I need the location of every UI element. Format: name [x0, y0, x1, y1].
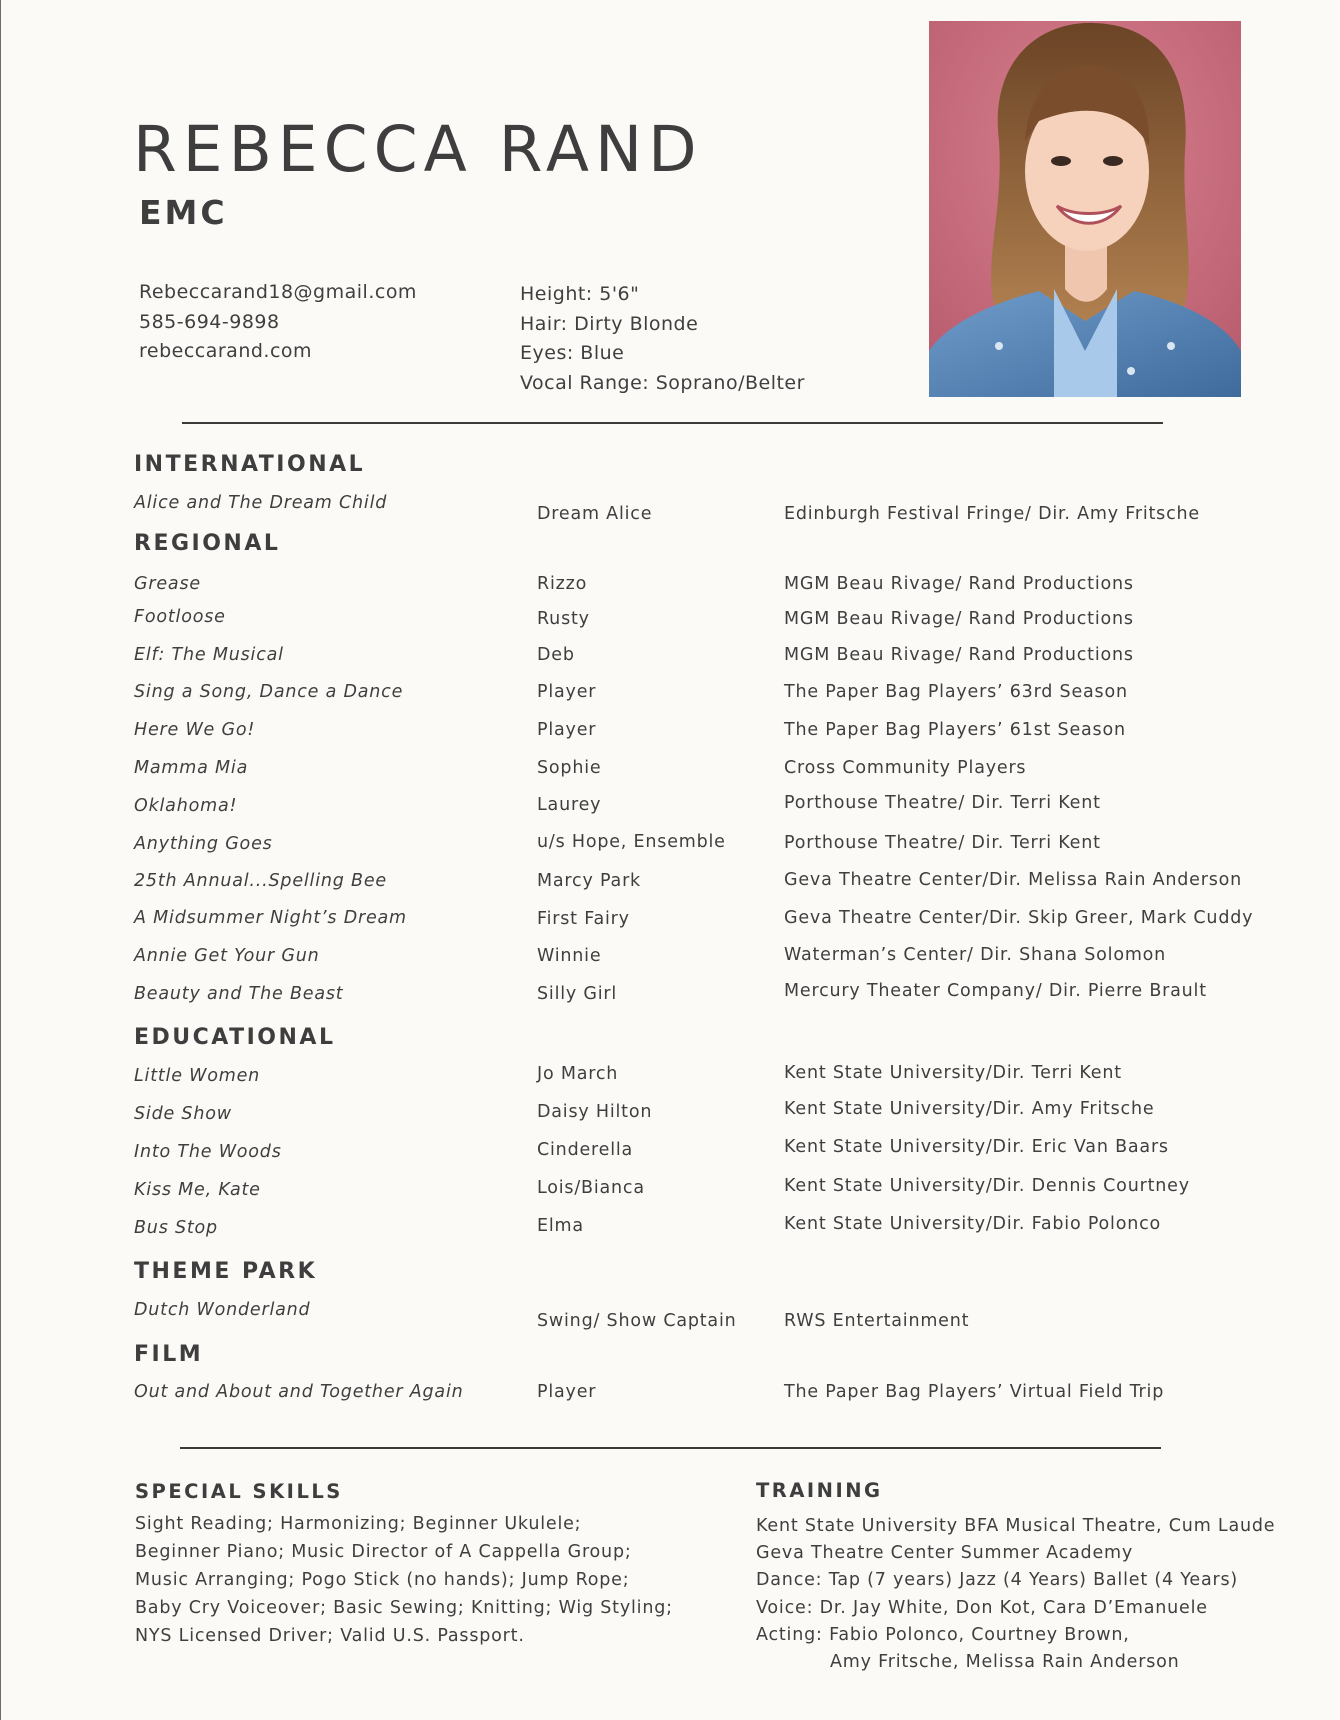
credit-role: Dream Alice: [537, 504, 653, 524]
credit-venue: Kent State University/Dir. Amy Fritsche: [784, 1099, 1155, 1119]
credit-venue: Porthouse Theatre/ Dir. Terri Kent: [784, 793, 1101, 813]
credit-show: Dutch Wonderland: [134, 1300, 311, 1320]
credit-show: Sing a Song, Dance a Dance: [134, 682, 404, 702]
credit-role: Player: [537, 720, 597, 740]
physical-stats: [520, 280, 805, 398]
skill-line: Sight Reading; Harmonizing; Beginner Ukulele;: [135, 1514, 582, 1534]
skill-line: NYS Licensed Driver; Valid U.S. Passport.: [135, 1626, 525, 1646]
performer-name: REBECCA RAND: [133, 113, 703, 186]
header-divider: [182, 422, 1163, 424]
email-link[interactable]: Rebeccarand18@gmail.com: [139, 281, 417, 303]
stat-hair: Hair: Dirty Blonde: [520, 312, 699, 335]
headshot-photo: [929, 21, 1241, 397]
special-skills-heading: SPECIAL SKILLS: [135, 1480, 343, 1503]
credit-role: Rusty: [537, 609, 590, 629]
credit-show: Elf: The Musical: [134, 645, 284, 665]
credit-show: Kiss Me, Kate: [134, 1180, 261, 1200]
training-line: Voice: Dr. Jay White, Don Kot, Cara D’Emanuele: [756, 1597, 1208, 1618]
credit-role: Jo March: [537, 1064, 619, 1084]
credit-show: Side Show: [134, 1104, 232, 1124]
credit-venue: The Paper Bag Players’ 63rd Season: [784, 682, 1128, 702]
credit-venue: Geva Theatre Center/Dir. Skip Greer, Mark Cuddy: [784, 908, 1254, 928]
section-heading-theme-park: THEME PARK: [134, 1259, 318, 1284]
skill-line: Music Arranging; Pogo Stick (no hands); Jump Rope;: [135, 1570, 630, 1590]
credit-role: Cinderella: [537, 1140, 634, 1160]
credit-role: Deb: [537, 645, 575, 665]
credit-show: Here We Go!: [134, 720, 256, 740]
section-heading-regional: REGIONAL: [134, 531, 281, 556]
credit-show: Anything Goes: [134, 834, 273, 854]
credit-venue: MGM Beau Rivage/ Rand Productions: [784, 574, 1134, 594]
stat-eyes: Eyes: Blue: [520, 342, 625, 364]
credit-role: Lois/Bianca: [537, 1178, 645, 1198]
credit-show: Annie Get Your Gun: [134, 946, 320, 966]
contact-info: [139, 278, 417, 367]
credit-venue: The Paper Bag Players’ 61st Season: [784, 720, 1126, 740]
training-list: [756, 1513, 1275, 1676]
credit-show: Beauty and The Beast: [134, 984, 344, 1004]
special-skills-list: [135, 1510, 673, 1650]
credit-show: A Midsummer Night’s Dream: [134, 908, 407, 928]
credit-role: Elma: [537, 1216, 584, 1236]
stat-height: Height: 5'6": [520, 283, 640, 305]
credit-venue: Porthouse Theatre/ Dir. Terri Kent: [784, 833, 1101, 853]
credit-role: Swing/ Show Captain: [537, 1311, 737, 1331]
credit-role: Daisy Hilton: [537, 1102, 653, 1122]
credit-role: First Fairy: [537, 909, 630, 929]
credit-show: Footloose: [134, 607, 226, 627]
skill-line: Beginner Piano; Music Director of A Cappella Group;: [135, 1542, 632, 1562]
credit-show: 25th Annual...Spelling Bee: [134, 871, 387, 891]
credit-venue: MGM Beau Rivage/ Rand Productions: [784, 609, 1134, 629]
credit-venue: Edinburgh Festival Fringe/ Dir. Amy Fritsche: [784, 504, 1200, 524]
credit-venue: Geva Theatre Center/Dir. Melissa Rain Anderson: [784, 870, 1243, 890]
credit-venue: MGM Beau Rivage/ Rand Productions: [784, 645, 1134, 665]
credit-role: Silly Girl: [537, 984, 618, 1004]
training-line: Kent State University BFA Musical Theatre, Cum Laude: [756, 1516, 1276, 1536]
section-heading-film: FILM: [134, 1342, 204, 1367]
credit-show: Out and About and Together Again: [134, 1382, 464, 1402]
credit-role: Sophie: [537, 758, 602, 778]
footer-divider: [180, 1447, 1161, 1449]
credit-venue: Kent State University/Dir. Terri Kent: [784, 1063, 1122, 1083]
credit-role: Winnie: [537, 946, 602, 966]
phone-number: 585-694-9898: [139, 310, 280, 333]
stat-vocal-range: Vocal Range: Soprano/Belter: [520, 371, 805, 394]
training-line: Acting: Fabio Polonco, Courtney Brown,: [756, 1624, 1130, 1645]
credit-show: Oklahoma!: [134, 796, 238, 816]
credit-role: Player: [537, 682, 597, 702]
skill-line: Baby Cry Voiceover; Basic Sewing; Knitting; Wig Styling;: [135, 1598, 673, 1618]
credit-venue: Kent State University/Dir. Dennis Courtney: [784, 1176, 1190, 1196]
training-heading: TRAINING: [756, 1479, 883, 1502]
credit-role: Player: [537, 1382, 597, 1402]
credit-show: Little Women: [134, 1066, 261, 1086]
credit-role: Marcy Park: [537, 871, 641, 891]
training-line: Dance: Tap (7 years) Jazz (4 Years) Ballet (4 Years): [756, 1570, 1239, 1591]
training-line: Amy Fritsche, Melissa Rain Anderson: [830, 1652, 1180, 1673]
credit-venue: RWS Entertainment: [784, 1311, 970, 1331]
credit-show: Grease: [134, 574, 201, 594]
section-heading-educational: EDUCATIONAL: [134, 1025, 336, 1050]
credit-show: Into The Woods: [134, 1142, 282, 1162]
training-line: Geva Theatre Center Summer Academy: [756, 1543, 1134, 1564]
credit-role: u/s Hope, Ensemble: [537, 832, 726, 852]
credit-venue: Waterman’s Center/ Dir. Shana Solomon: [784, 945, 1167, 965]
credit-show: Alice and The Dream Child: [134, 493, 388, 513]
credit-role: Laurey: [537, 795, 602, 815]
credit-venue: The Paper Bag Players’ Virtual Field Trip: [784, 1382, 1165, 1402]
credit-venue: Cross Community Players: [784, 758, 1027, 778]
credit-venue: Kent State University/Dir. Fabio Polonco: [784, 1214, 1162, 1234]
section-heading-international: INTERNATIONAL: [134, 452, 366, 477]
credit-show: Bus Stop: [134, 1218, 218, 1238]
credit-venue: Kent State University/Dir. Eric Van Baars: [784, 1137, 1169, 1157]
credit-role: Rizzo: [537, 574, 588, 594]
website-link[interactable]: rebeccarand.com: [139, 340, 313, 362]
credit-show: Mamma Mia: [134, 758, 249, 778]
union-status: EMC: [139, 193, 228, 232]
credit-venue: Mercury Theater Company/ Dir. Pierre Brault: [784, 981, 1207, 1001]
